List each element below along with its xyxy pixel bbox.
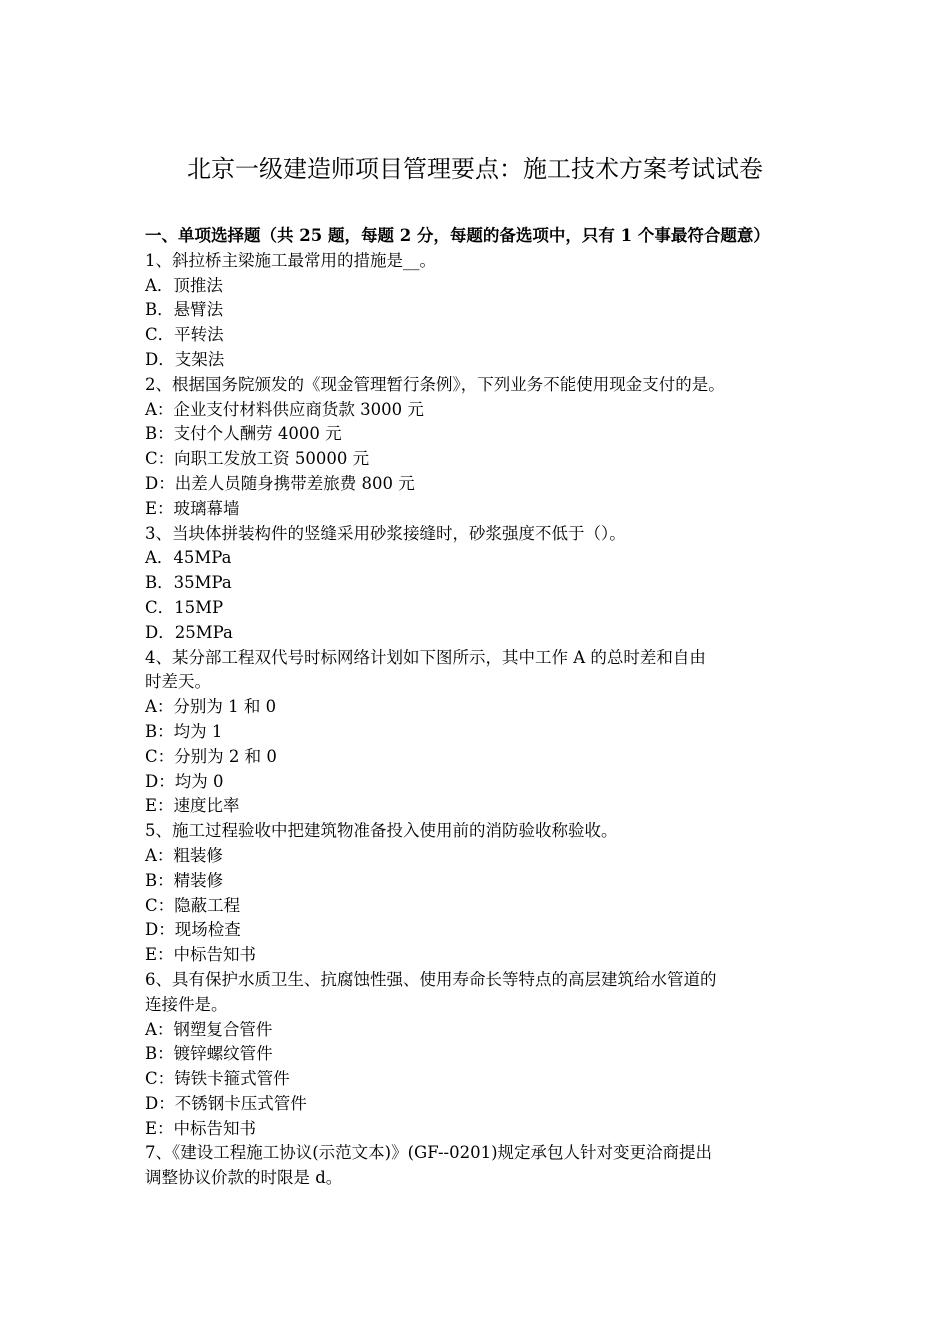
question-1 — [145, 249, 817, 373]
option-e: E：中标告知书 — [145, 1118, 257, 1138]
option-b: B：精装修 — [145, 870, 224, 890]
option-b: B．悬臂法 — [145, 300, 224, 320]
question-stem: 7、《建设工程施工协议(示范文本)》(GF--0201)规定承包人针对变更洽商提出 — [145, 1143, 713, 1163]
question-stem: 5、施工过程验收中把建筑物准备投入使用前的消防验收称验收。 — [145, 821, 618, 841]
option-b: B：支付个人酬劳 4000 元 — [145, 424, 342, 444]
option-c: C：隐蔽工程 — [145, 895, 241, 915]
option-a: A：粗装修 — [145, 845, 223, 865]
question-6 — [145, 968, 817, 1142]
option-a: A．顶推法 — [145, 275, 223, 295]
option-c: C：铸铁卡箍式管件 — [145, 1069, 290, 1089]
option-c: C．平转法 — [145, 325, 224, 345]
option-d: D：出差人员随身携带差旅费 800 元 — [145, 473, 415, 493]
option-a: A：钢塑复合管件 — [145, 1019, 273, 1039]
question-stem-continued: 时差天。 — [145, 672, 211, 692]
option-d: D．支架法 — [145, 349, 225, 369]
option-c: C：分别为 2 和 0 — [145, 746, 277, 766]
option-a: A：企业支付材料供应商货款 3000 元 — [145, 399, 424, 419]
question-stem: 1、斜拉桥主梁施工最常用的措施是__。 — [145, 250, 436, 270]
option-d: D：均为 0 — [145, 771, 224, 791]
option-c: C：向职工发放工资 50000 元 — [145, 449, 370, 469]
option-a: A：分别为 1 和 0 — [145, 697, 277, 717]
question-stem: 4、某分部工程双代号时标网络计划如下图所示，其中工作 A 的总时差和自由 — [145, 647, 706, 667]
question-stem: 2、根据国务院颁发的《现金管理暂行条例》，下列业务不能使用现金支付的是。 — [145, 374, 725, 394]
option-b: B：均为 1 — [145, 721, 223, 741]
option-a: A．45MPa — [145, 548, 232, 568]
option-d: D：现场检查 — [145, 920, 241, 940]
question-stem-continued: 连接件是。 — [145, 994, 228, 1014]
option-d: D．25MPa — [145, 622, 233, 642]
document-title: 北京一级建造师项目管理要点：施工技术方案考试试卷 — [187, 155, 763, 183]
option-d: D：不锈钢卡压式管件 — [145, 1093, 307, 1113]
question-5 — [145, 819, 817, 968]
question-7 — [145, 1141, 817, 1191]
question-3 — [145, 522, 817, 646]
question-2 — [145, 373, 817, 522]
option-e: E：玻璃幕墙 — [145, 498, 240, 518]
document-body — [145, 224, 817, 1191]
option-e: E：速度比率 — [145, 796, 240, 816]
option-e: E：中标告知书 — [145, 945, 257, 965]
question-4 — [145, 646, 817, 820]
section-heading: 一、单项选择题（共 25 题，每题 2 分，每题的备选项中，只有 1 个事最符合题意） — [145, 226, 770, 245]
question-stem-continued: 调整协议价款的时限是 d。 — [145, 1168, 343, 1188]
option-b: B：镀锌螺纹管件 — [145, 1044, 273, 1064]
option-b: B．35MPa — [145, 573, 232, 593]
question-stem: 6、具有保护水质卫生、抗腐蚀性强、使用寿命长等特点的高层建筑给水管道的 — [145, 969, 717, 989]
option-c: C．15MP — [145, 597, 224, 617]
question-stem: 3、当块体拼装构件的竖缝采用砂浆接缝时，砂浆强度不低于（）。 — [145, 523, 626, 543]
